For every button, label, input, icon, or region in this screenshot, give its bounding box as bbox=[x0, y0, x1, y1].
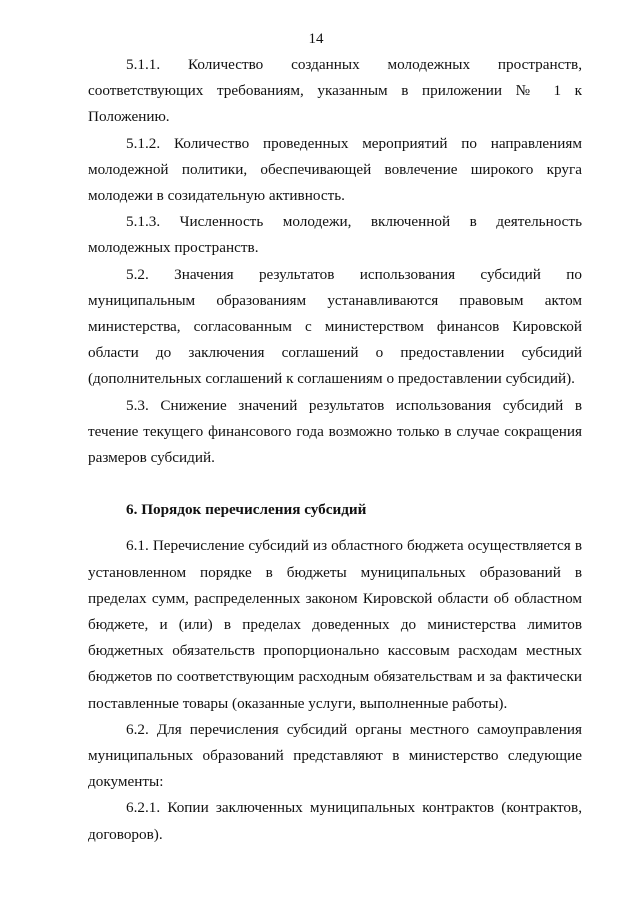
paragraph-5-1-2: 5.1.2. Количество проведенных мероприятий по направлениям молодежной политики, обеспечивающей вовлечение широкого круга молодежи в созидательную активность. bbox=[88, 134, 582, 205]
paragraph-5-2: 5.2. Значения результатов использования субсидий по муниципальным образованиям устанавливаются правовым актом министерства, согласованным с министерством финансов Кировской области до заключения соглашений о предоставлении субсидий (дополнительных соглашений к соглашениям о предоставлении субсидий). bbox=[88, 265, 582, 388]
paragraph-6-1: 6.1. Перечисление субсидий из областного бюджета осуществляется в установленном порядке в бюджеты муниципальных образований в пределах сумм, распределенных законом Кировской области об областном бюджете, и (или) в пределах доведенных до министерства лимитов бюджетных обязательств пропорционально кассовым расходам местных бюджетов по соответствующим расходным обязательствам и за фактически поставленные товары (оказанные услуги, выполненные работы). bbox=[88, 537, 582, 712]
paragraph-6-2-1: 6.2.1. Копии заключенных муниципальных контрактов (контрактов, договоров). bbox=[88, 799, 582, 843]
section-heading: 6. Порядок перечисления субсидий bbox=[126, 501, 367, 519]
paragraph-5-3: 5.3. Снижение значений результатов использования субсидий в течение текущего финансового года возможно только в случае сокращения размеров субсидий. bbox=[88, 396, 582, 467]
page-number: 14 bbox=[308, 31, 324, 47]
paragraph-6-2: 6.2. Для перечисления субсидий органы местного самоуправления муниципальных образований представляют в министерство следующие документы: bbox=[88, 720, 582, 791]
document-body bbox=[88, 52, 582, 848]
paragraph-5-1-1: 5.1.1. Количество созданных молодежных пространств, соответствующих требованиям, указанным в приложении № 1 к Положению. bbox=[88, 56, 582, 126]
paragraph-5-1-3: 5.1.3. Численность молодежи, включенной в деятельность молодежных пространств. bbox=[88, 213, 582, 257]
